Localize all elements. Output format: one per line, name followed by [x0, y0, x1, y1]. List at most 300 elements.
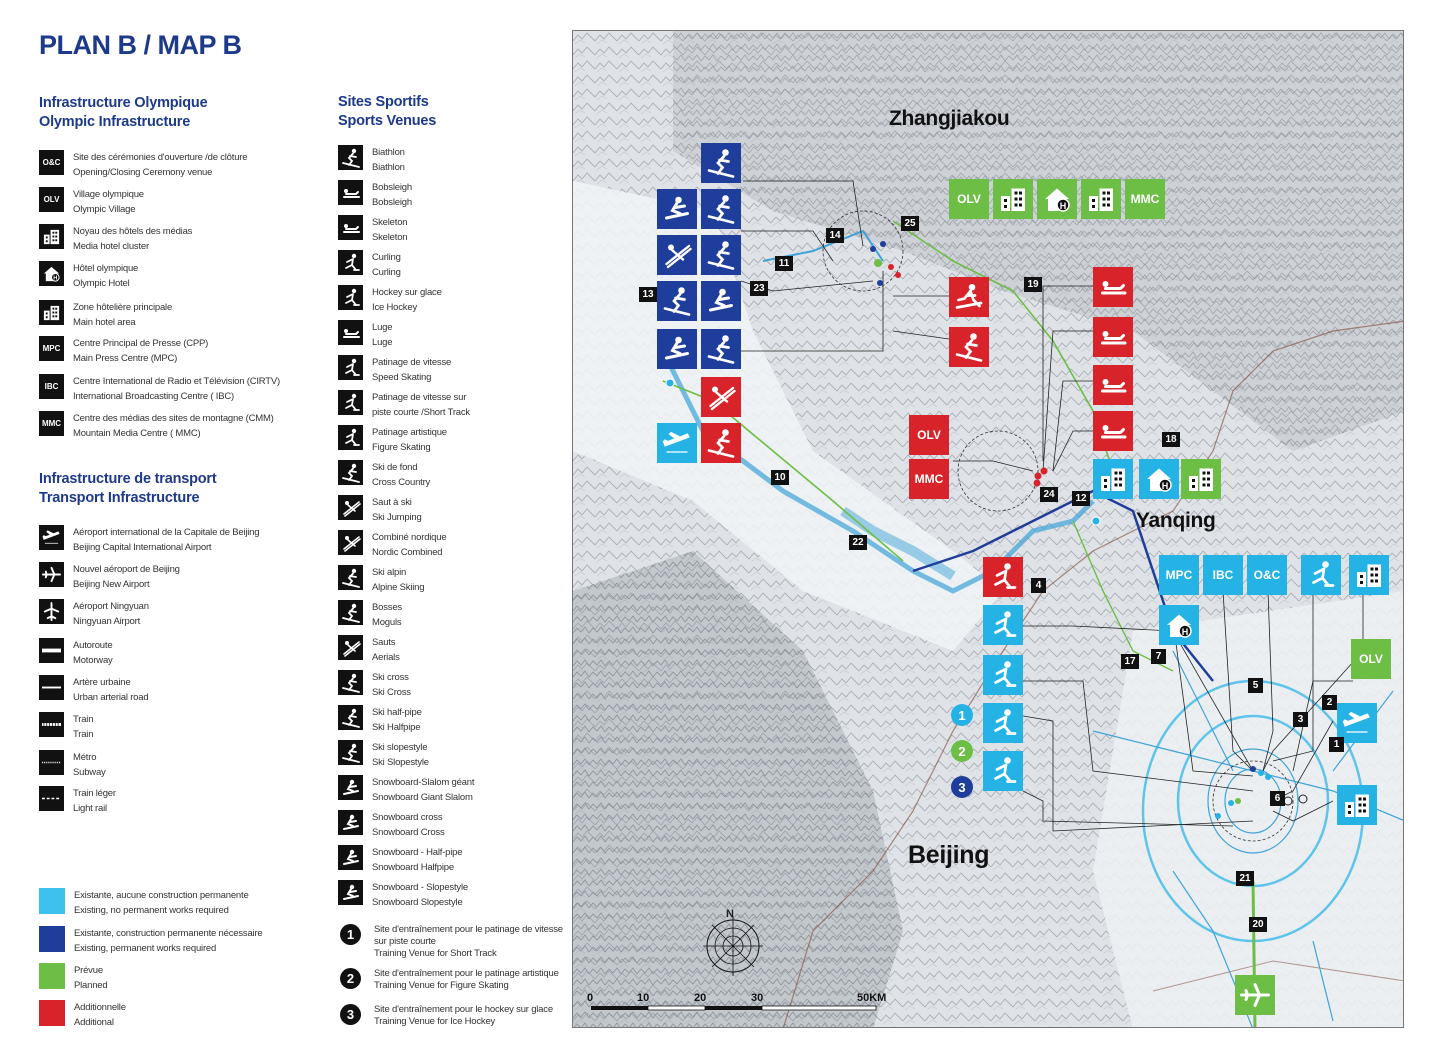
scale-label: 0 [587, 992, 594, 1004]
label-fr-2: sur piste courte [374, 936, 436, 947]
airplane-icon [39, 562, 64, 587]
olympic-infra-text [73, 374, 280, 404]
label-fr: Ski slopestyle [372, 742, 428, 753]
venue-tile-hotel-icon[interactable] [1139, 459, 1179, 499]
label-en: Snowboard Cross [372, 827, 445, 838]
transport-item [39, 638, 113, 668]
label-fr: Saut à ski [372, 497, 412, 508]
venue-number-5[interactable]: 5 [1248, 678, 1263, 693]
oc-badge: O&C [39, 150, 64, 175]
venue-tile-board-icon[interactable] [701, 281, 741, 321]
sport-item [338, 530, 446, 560]
transport-item [39, 712, 93, 742]
venue-tile-plane-icon[interactable] [657, 423, 697, 463]
sport-text [372, 565, 424, 595]
venue-number-14[interactable]: 14 [826, 228, 844, 243]
venue-tile-skier-icon[interactable] [701, 329, 741, 369]
venue-tile-building-icon[interactable] [1181, 459, 1221, 499]
sport-text [372, 390, 470, 420]
venue-tile-skier-icon[interactable] [657, 281, 697, 321]
label-en: Ski Halfpipe [372, 722, 421, 733]
label-fr: Site d'entraînement pour le hockey sur glace [374, 1004, 553, 1015]
label-fr: Centre International de Radio et Télévision (CIRTV) [73, 376, 281, 387]
label-en: Beijing New Airport [73, 579, 150, 590]
label-en: Biathlon [372, 162, 405, 173]
skeleton-icon [338, 215, 363, 240]
label-fr: Centre des médias des sites de montagne (CMM) [73, 413, 274, 424]
svg-text:H: H [1161, 480, 1169, 491]
training-text [374, 1004, 553, 1028]
snowboard-gs-icon [338, 775, 363, 800]
mmc-badge: MMC [39, 411, 64, 436]
label-fr: Train léger [73, 788, 116, 799]
status-swatch [39, 963, 65, 989]
curling-icon [338, 250, 363, 275]
venue-tile-building-icon[interactable] [1349, 555, 1389, 595]
venue-tile-skier-icon[interactable] [701, 423, 741, 463]
venue-tile-mmc[interactable]: MMC [909, 459, 949, 499]
label-fr: Prévue [74, 965, 103, 976]
venue-tile-building-icon[interactable] [1337, 785, 1377, 825]
label-fr: Biathlon [372, 147, 405, 158]
svg-text:H: H [1059, 200, 1067, 211]
venue-number-7[interactable]: 7 [1151, 649, 1166, 664]
venue-tile-jump-icon[interactable] [701, 377, 741, 417]
motorway-icon [39, 638, 64, 663]
label-fr: Snowboard cross [372, 812, 443, 823]
label-en: Moguls [372, 617, 402, 628]
training-text [374, 968, 559, 992]
label-fr: Snowboard-Slalom géant [372, 777, 475, 788]
sport-item [338, 600, 402, 630]
page-title: PLAN B / MAP B [39, 30, 242, 60]
venue-number-3[interactable]: 3 [1293, 712, 1308, 727]
label-en: Snowboard Halfpipe [372, 862, 454, 873]
label-en: Additional [74, 1017, 114, 1028]
venue-number-19[interactable]: 19 [1024, 277, 1042, 292]
label-en: Figure Skating [372, 442, 431, 453]
label-en: Light rail [73, 803, 107, 814]
venue-tile-building-icon[interactable] [1081, 179, 1121, 219]
label-fr: Ski alpin [372, 567, 407, 578]
status-item [39, 1000, 126, 1030]
label-fr: Autoroute [73, 640, 113, 651]
venue-tile-hotel-icon[interactable] [1037, 179, 1077, 219]
venue-number-10[interactable]: 10 [771, 470, 789, 485]
sport-item [338, 145, 405, 175]
label-en: International Broadcasting Centre ( IBC) [73, 391, 234, 402]
label-fr: Métro [73, 752, 97, 763]
transport-text [73, 750, 106, 780]
olympic-infra-item [39, 374, 280, 404]
sport-item [338, 390, 470, 420]
label-fr: Patinage artistique [372, 427, 447, 438]
cross-country-icon [338, 460, 363, 485]
status-swatch [39, 926, 65, 952]
venue-tile-person-icon[interactable] [949, 277, 989, 317]
training-number: 2 [340, 968, 361, 989]
sport-item [338, 880, 468, 910]
venue-tile-olv[interactable]: OLV [1351, 639, 1391, 679]
airport-departure-icon [39, 525, 64, 550]
ice-hockey-icon [338, 285, 363, 310]
transport-infra-heading-en: Transport Infrastructure [39, 490, 200, 506]
airplane-vertical-icon [39, 599, 64, 624]
snowboard-slopestyle-icon [338, 880, 363, 905]
status-item [39, 963, 107, 993]
mpc-badge: MPC [39, 336, 64, 361]
venue-number-4[interactable]: 4 [1031, 578, 1046, 593]
sport-text [372, 180, 412, 210]
sport-item [338, 215, 407, 245]
label-fr: Zone hôtelière principale [73, 302, 173, 313]
olympic-infra-text [73, 261, 138, 291]
training-item [338, 924, 563, 960]
label-en: Ski Slopestyle [372, 757, 429, 768]
venue-tile-mmc[interactable]: MMC [1125, 179, 1165, 219]
training-marker-2[interactable]: 2 [951, 740, 973, 762]
label-fr: Aéroport Ningyuan [73, 601, 149, 612]
venue-tile-sled-icon[interactable] [1093, 365, 1133, 405]
label-en: Existing, permanent works required [74, 943, 217, 954]
sport-item [338, 425, 447, 455]
olympic-infra-heading-fr: Infrastructure Olympique [39, 95, 208, 111]
bobsleigh-icon [338, 180, 363, 205]
sport-item [338, 740, 429, 770]
label-en: Mountain Media Centre ( MMC) [73, 428, 201, 439]
venue-tile-sled-icon[interactable] [1093, 267, 1133, 307]
venue-number-2[interactable]: 2 [1322, 695, 1337, 710]
label-fr: Ski de fond [372, 462, 418, 473]
label-fr: Snowboard - Slopestyle [372, 882, 468, 893]
label-en: Olympic Hotel [73, 278, 130, 289]
sport-text [372, 740, 429, 770]
sport-item [338, 670, 411, 700]
sport-text [372, 355, 451, 385]
label-fr: Patinage de vitesse [372, 357, 452, 368]
sport-item [338, 250, 401, 280]
olympic-infra-text [73, 336, 208, 366]
venue-number-25[interactable]: 25 [901, 216, 919, 231]
label-fr: Train [73, 714, 94, 725]
training-item [338, 968, 559, 992]
transport-text [73, 712, 93, 742]
speed-skating-icon [338, 355, 363, 380]
label-fr: Combiné nordique [372, 532, 447, 543]
label-fr: Aéroport international de la Capitale de Beijing [73, 527, 260, 538]
label-en: Alpine Skiing [372, 582, 425, 593]
venue-number-6[interactable]: 6 [1270, 791, 1285, 806]
sport-item [338, 635, 400, 665]
label-fr: Patinage de vitesse sur [372, 392, 467, 403]
label-en: Bobsleigh [372, 197, 412, 208]
venue-tile-planeVert-icon[interactable] [1235, 975, 1275, 1015]
label-en: Ice Hockey [372, 302, 417, 313]
venue-tile-building-icon[interactable] [993, 179, 1033, 219]
label-en: Media hotel cluster [73, 241, 149, 252]
transport-text [73, 525, 259, 555]
venue-tile-olv[interactable]: OLV [909, 415, 949, 455]
transport-text [73, 675, 148, 705]
venue-number-18[interactable]: 18 [1162, 432, 1180, 447]
olympic-infra-item [39, 224, 192, 254]
figure-skating-icon [338, 425, 363, 450]
transport-infra-heading [39, 470, 217, 508]
label-fr: Existante, construction permanente nécessaire [74, 928, 263, 939]
ski-cross-icon [338, 670, 363, 695]
venue-number-12[interactable]: 12 [1072, 491, 1090, 506]
venue-tile-ibc[interactable]: IBC [1203, 555, 1243, 595]
venue-tile-skier-icon[interactable] [701, 235, 741, 275]
label-en: Beijing Capital International Airport [73, 542, 212, 553]
venue-tile-skier-icon[interactable] [949, 327, 989, 367]
venue-number-1[interactable]: 1 [1329, 737, 1344, 752]
venue-number-22[interactable]: 22 [849, 535, 867, 550]
sport-text [372, 145, 405, 175]
media-hotel-icon [39, 224, 64, 249]
training-marker-3[interactable]: 3 [951, 776, 973, 798]
label-en: Olympic Village [73, 204, 136, 215]
label-fr: Luge [372, 322, 393, 333]
label-fr: Site d'entraînement pour le patinage artistique [374, 968, 559, 979]
sport-text [372, 880, 468, 910]
sport-item [338, 460, 430, 490]
label-fr: Existante, aucune construction permanente [74, 890, 249, 901]
arterial-road-icon [39, 675, 64, 700]
label-fr: Ski cross [372, 672, 409, 683]
snowboard-halfpipe-icon [338, 845, 363, 870]
sport-item [338, 565, 424, 595]
ski-halfpipe-icon [338, 705, 363, 730]
label-fr: Artère urbaine [73, 677, 131, 688]
venue-tile-board-icon[interactable] [657, 189, 697, 229]
training-item [338, 1004, 553, 1028]
label-fr: Bosses [372, 602, 402, 613]
label-en: Training Venue for Figure Skating [374, 980, 509, 991]
venue-tile-oc[interactable]: O&C [1247, 555, 1287, 595]
status-text [74, 926, 263, 956]
luge-icon [338, 320, 363, 345]
olympic-infra-text [73, 187, 144, 217]
compass-rose [703, 916, 763, 976]
sport-text [372, 705, 422, 735]
venue-number-23[interactable]: 23 [750, 281, 768, 296]
olympic-infra-text [73, 411, 274, 441]
label-en: Snowboard Slopestyle [372, 897, 463, 908]
sport-text [372, 250, 401, 280]
olympic-infra-item [39, 187, 144, 217]
label-fr: Village olympique [73, 189, 144, 200]
olympic-infra-item [39, 336, 208, 366]
status-swatch [39, 888, 65, 914]
venue-tile-sled-icon[interactable] [1093, 317, 1133, 357]
venue-tile-hotel-icon[interactable] [1159, 605, 1199, 645]
label-en: Curling [372, 267, 401, 278]
label-en: Ski Cross [372, 687, 411, 698]
sport-item [338, 845, 462, 875]
label-en: Urban arterial road [73, 692, 149, 703]
label-en: Cross Country [372, 477, 431, 488]
label-fr: Additionnelle [74, 1002, 126, 1013]
sport-text [372, 670, 411, 700]
transport-item [39, 562, 180, 592]
status-text [74, 963, 107, 993]
label-fr: Curling [372, 252, 401, 263]
transport-item [39, 525, 259, 555]
sport-text [372, 320, 392, 350]
status-item [39, 926, 263, 956]
venue-tile-skater-icon[interactable] [983, 655, 1023, 695]
label-fr-2: piste courte /Short Track [372, 407, 470, 418]
venue-number-11[interactable]: 11 [775, 256, 793, 271]
transport-text [73, 638, 113, 668]
olympic-infra-item [39, 300, 172, 330]
venue-tile-board-icon[interactable] [657, 329, 697, 369]
label-fr: Skeleton [372, 217, 408, 228]
alpine-skiing-icon [338, 565, 363, 590]
scale-bar [591, 1006, 876, 1010]
label-en: Speed Skating [372, 372, 432, 383]
sport-item [338, 320, 392, 350]
venue-tile-jump-icon[interactable] [657, 235, 697, 275]
moguls-icon [338, 600, 363, 625]
venue-tile-olv[interactable]: OLV [949, 179, 989, 219]
aerials-icon [338, 635, 363, 660]
venue-number-20[interactable]: 20 [1249, 917, 1267, 932]
label-en: Training Venue for Ice Hockey [374, 1016, 496, 1027]
label-en: Luge [372, 337, 393, 348]
label-en: Planned [74, 980, 108, 991]
venue-number-24[interactable]: 24 [1040, 487, 1058, 502]
label-en: Ski Jumping [372, 512, 422, 523]
venue-tile-mpc[interactable]: MPC [1159, 555, 1199, 595]
sport-item [338, 285, 442, 315]
venue-number-17[interactable]: 17 [1121, 654, 1139, 669]
city-yanqing: Yanqing [1136, 509, 1216, 532]
label-en: Nordic Combined [372, 547, 443, 558]
sport-text [372, 810, 445, 840]
status-swatch [39, 1000, 65, 1026]
sport-text [372, 845, 462, 875]
venue-tile-building-icon[interactable] [1093, 459, 1133, 499]
venue-number-13[interactable]: 13 [639, 287, 657, 302]
short-track-icon [338, 390, 363, 415]
sports-heading [338, 93, 436, 131]
subway-icon [39, 750, 64, 775]
light-rail-icon [39, 786, 64, 811]
sport-item [338, 810, 445, 840]
label-en: Existing, no permanent works required [74, 905, 229, 916]
venue-map[interactable] [572, 30, 1404, 1028]
scale-label: 50KM [857, 992, 887, 1004]
label-en: Aerials [372, 652, 400, 663]
training-marker-1[interactable]: 1 [951, 704, 973, 726]
compass-north-label: N [726, 908, 734, 920]
sport-text [372, 600, 402, 630]
label-fr: Hockey sur glace [372, 287, 442, 298]
label-fr: Centre Principal de Presse (CPP) [73, 338, 209, 349]
scale-label: 20 [694, 992, 707, 1004]
biathlon-icon [338, 145, 363, 170]
sport-text [372, 285, 442, 315]
status-item [39, 888, 249, 918]
ski-slopestyle-icon [338, 740, 363, 765]
sports-heading-en: Sports Venues [338, 113, 437, 129]
transport-text [73, 599, 149, 629]
label-en: Training Venue for Short Track [374, 948, 497, 959]
sport-text [372, 425, 447, 455]
sport-text [372, 775, 474, 805]
sport-text [372, 530, 446, 560]
svg-text:H: H [53, 275, 58, 282]
venue-tile-skater-icon[interactable] [983, 751, 1023, 791]
label-en: Subway [73, 767, 106, 778]
label-fr: Nouvel aéroport de Beijing [73, 564, 180, 575]
city-zhangjiakou: Zhangjiakou [889, 107, 1010, 130]
sport-item [338, 495, 422, 525]
label-en: Main hotel area [73, 317, 136, 328]
training-text [374, 924, 563, 960]
venue-tile-skater-icon[interactable] [983, 605, 1023, 645]
label-en: Opening/Closing Ceremony venue [73, 167, 213, 178]
venue-number-21[interactable]: 21 [1236, 871, 1254, 886]
venue-tile-skier-icon[interactable] [701, 189, 741, 229]
venue-tile-skater-icon[interactable] [983, 703, 1023, 743]
snowboard-cross-icon [338, 810, 363, 835]
olympic-infra-heading [39, 94, 207, 132]
olympic-infra-text [73, 224, 192, 254]
main-hotel-area-icon [39, 300, 64, 325]
olv-badge: OLV [39, 187, 64, 212]
venue-tile-sled-icon[interactable] [1093, 411, 1133, 451]
olympic-hotel-icon [39, 261, 64, 286]
sport-text [372, 495, 422, 525]
transport-text [73, 786, 116, 816]
label-fr: Bobsleigh [372, 182, 412, 193]
venue-tile-skier-icon[interactable] [701, 143, 741, 183]
label-fr: Sauts [372, 637, 396, 648]
nordic-combined-icon [338, 530, 363, 555]
venue-tile-skater-icon[interactable] [983, 557, 1023, 597]
scale-label: 10 [637, 992, 650, 1004]
transport-item [39, 750, 106, 780]
sport-item [338, 705, 422, 735]
label-fr: Site des cérémonies d'ouverture /de clôture [73, 152, 248, 163]
olympic-infra-item [39, 411, 274, 441]
ibc-badge: IBC [39, 374, 64, 399]
status-text [74, 1000, 126, 1030]
sport-text [372, 215, 407, 245]
label-en: Train [73, 729, 94, 740]
training-number: 1 [340, 924, 361, 945]
training-number: 3 [340, 1004, 361, 1025]
label-fr: Hôtel olympique [73, 263, 139, 274]
label-en: Skeleton [372, 232, 408, 243]
ski-jumping-icon [338, 495, 363, 520]
label-en: Snowboard Giant Slalom [372, 792, 473, 803]
olympic-infra-text [73, 150, 247, 180]
svg-text:H: H [1181, 626, 1189, 637]
olympic-infra-heading-en: Olympic Infrastructure [39, 114, 191, 130]
label-en: Ningyuan Airport [73, 616, 141, 627]
status-text [74, 888, 249, 918]
sport-item [338, 180, 412, 210]
sport-text [372, 635, 400, 665]
sport-item [338, 775, 474, 805]
label-en: Motorway [73, 655, 113, 666]
city-beijing: Beijing [908, 841, 990, 869]
venue-tile-skater-icon[interactable] [1301, 555, 1341, 595]
